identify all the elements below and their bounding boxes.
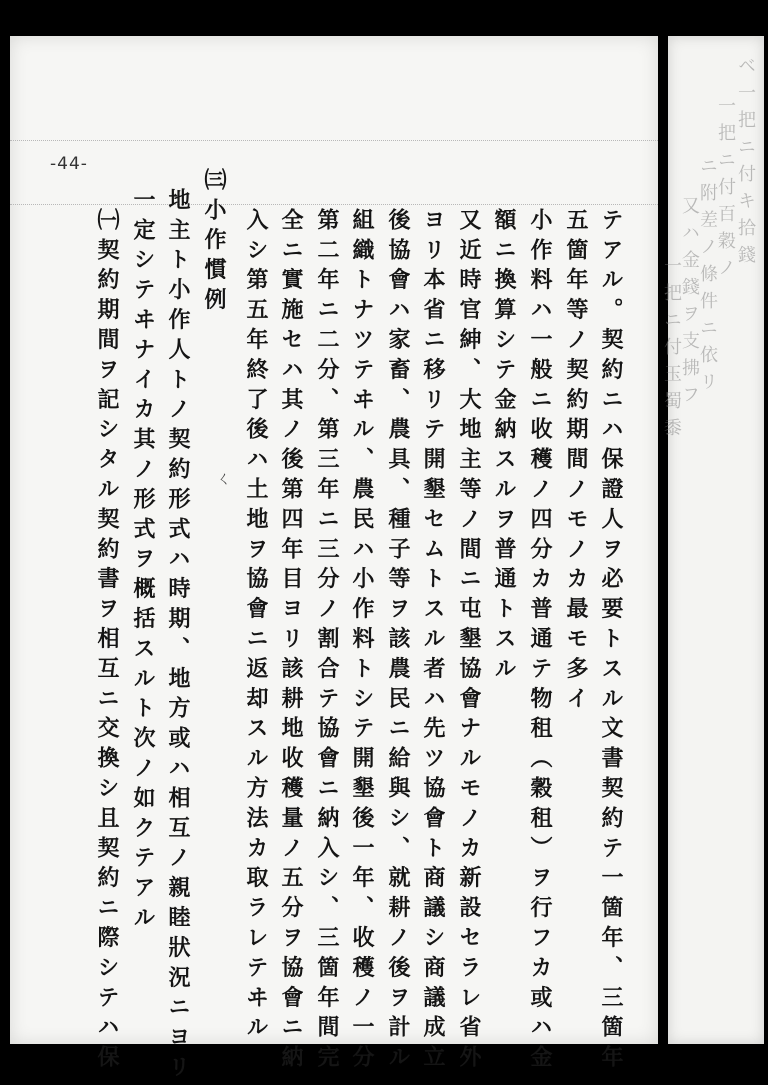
text-column: 入シ第五年終了後ハ土地ヲ協會ニ返却スル方法カ取ラレテヰル: [243, 208, 269, 1046]
text-column: 組織トナツテヰル、農民ハ小作料トシテ開墾後一年、收穫ノ一分: [349, 208, 375, 1076]
text-column: 一定シテヰナイカ其ノ形式ヲ概括スルト次ノ如クテアル: [130, 188, 156, 936]
document-page: [10, 36, 658, 1085]
bleed-through-text: ニ附差ノ條件ニ依リ: [697, 156, 718, 399]
text-column: 五箇年等ノ契約期間ノモノカ最モ多イ: [563, 208, 589, 717]
text-column: 第二年ニ二分、第三年ニ三分ノ割合テ協會ニ納入シ、三箇年間完: [314, 208, 340, 1076]
text-column: ヨリ本省ニ移リテ開墾セムトスル者ハ先ツ協會ト商議シ商議成立: [420, 208, 446, 1076]
adjacent-page: [661, 36, 764, 1044]
text-column: 額ニ換算シテ金納スルヲ普通トスル: [491, 208, 517, 687]
page-number: -44-: [50, 154, 88, 174]
fold-line: [10, 204, 658, 205]
bleed-through-text: 一把ニ付百穀ノ: [715, 96, 736, 285]
text-column: 後協會ハ家畜、農具、種子等ヲ該農民ニ給與シ、就耕ノ後ヲ計ル: [385, 208, 411, 1076]
text-column: テアル。契約ニハ保證人ヲ必要トスル文書契約テ一箇年、三箇年: [598, 208, 624, 1076]
text-column: 小作料ハ一般ニ收穫ノ四分カ普通テ物租（穀租）ヲ行フカ或ハ金: [527, 208, 553, 1076]
text-column: 全ニ實施セハ其ノ後第四年目ヨリ該耕地收穫量ノ五分ヲ協會ニ納: [278, 208, 304, 1076]
bleed-through-text: 又ハ金錢ヲ支拂フ: [679, 196, 700, 412]
section-heading: ㈢小作慣例: [201, 168, 227, 318]
text-column: 又近時官紳、大地主等ノ間ニ屯墾協會ナルモノカ新設セラレ省外: [456, 208, 482, 1076]
text-column: 地主ト小作人トノ契約形式ハ時期、地方或ハ相互ノ親睦狀況ニヨリ: [165, 188, 191, 1085]
fold-line: [10, 140, 658, 141]
bleed-through-text: ベ一把ニ付キ拾錢: [735, 56, 756, 272]
text-column: ㈠契約期間ヲ記シタル契約書ヲ相互ニ交換シ且契約ニ際シテハ保: [94, 208, 120, 1076]
bleed-through-text: 一把ニ付玉蜀黍: [661, 256, 682, 445]
pencil-mark: ㄑ: [216, 469, 233, 488]
